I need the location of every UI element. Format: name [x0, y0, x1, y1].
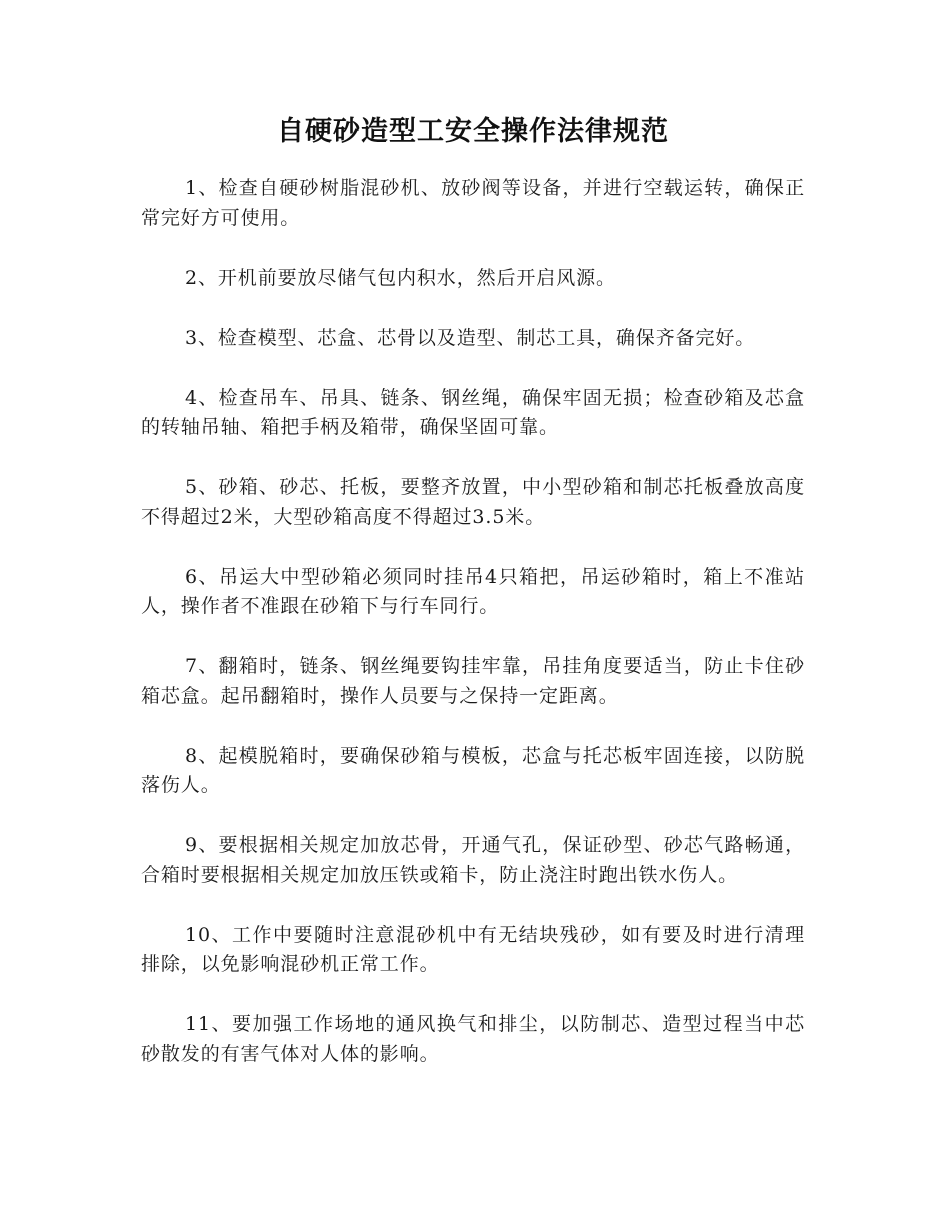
clause-5: 5、砂箱、砂芯、托板，要整齐放置，中小型砂箱和制芯托板叠放高度不得超过2米，大型砂箱高度不得超过3.5米。	[141, 476, 805, 528]
clause-11: 11、要加强工作场地的通风换气和排尘，以防制芯、造型过程当中芯砂散发的有害气体对人体的影响。	[141, 1013, 805, 1065]
document-page	[141, 110, 805, 1100]
clause-8: 8、起模脱箱时，要确保砂箱与模板，芯盒与托芯板牢固连接，以防脱落伤人。	[141, 744, 805, 796]
clause-1: 1、检查自硬砂树脂混砂机、放砂阀等设备，并进行空载运转，确保正常完好方可使用。	[141, 177, 805, 229]
clause-6: 6、吊运大中型砂箱必须同时挂吊4只箱把，吊运砂箱时，箱上不准站人，操作者不准跟在砂箱下与行车同行。	[141, 565, 805, 617]
clause-9: 9、要根据相关规定加放芯骨，开通气孔，保证砂型、砂芯气路畅通，合箱时要根据相关规定加放压铁或箱卡，防止浇注时跑出铁水伤人。	[141, 834, 805, 886]
clause-10: 10、工作中要随时注意混砂机中有无结块残砂，如有要及时进行清理排除，以免影响混砂机正常工作。	[141, 923, 805, 975]
clause-4: 4、检查吊车、吊具、链条、钢丝绳，确保牢固无损；检查砂箱及芯盒的转轴吊轴、箱把手柄及箱带，确保坚固可靠。	[141, 386, 805, 438]
clause-3: 3、检查模型、芯盒、芯骨以及造型、制芯工具，确保齐备完好。	[185, 326, 756, 349]
clause-2: 2、开机前要放尽储气包内积水，然后开启风源。	[185, 266, 616, 289]
clause-7: 7、翻箱时，链条、钢丝绳要钩挂牢靠，吊挂角度要适当，防止卡住砂箱芯盒。起吊翻箱时，操作人员要与之保持一定距离。	[141, 655, 805, 707]
document-title: 自硬砂造型工安全操作法律规范	[277, 116, 669, 147]
